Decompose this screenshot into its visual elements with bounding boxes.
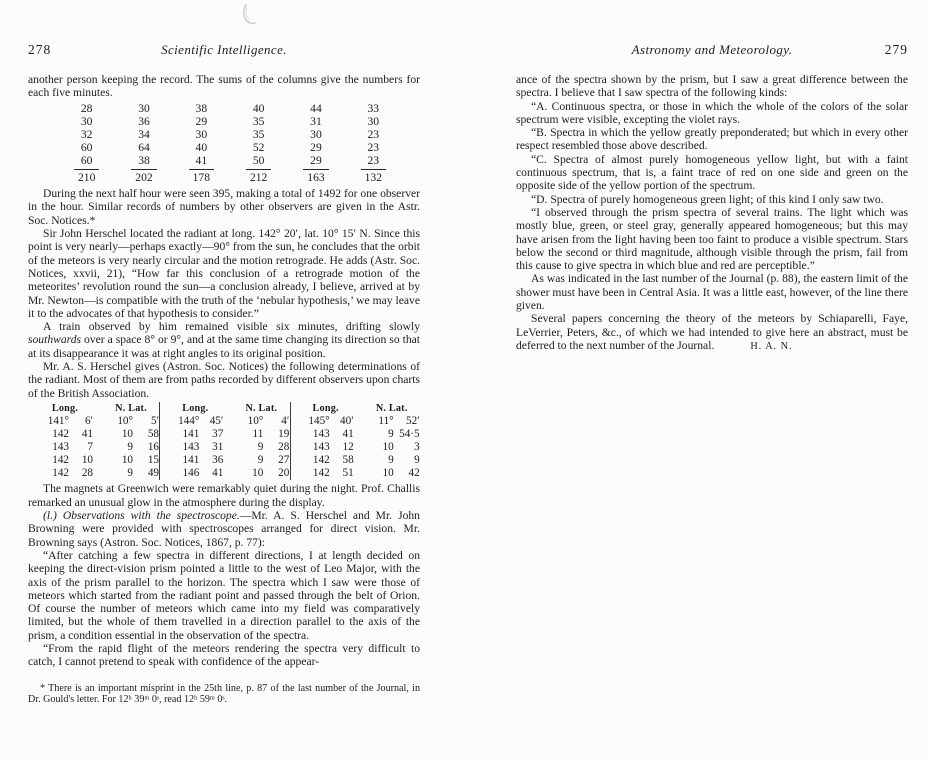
column-header-lat: N. Lat. (115, 402, 147, 414)
total-value: 178 (189, 169, 214, 184)
paragraph-trains: “I observed through the prism spectra of several trains. The light which was mostly blue, green, or steel gray, generally appeared homogeneous; but this may have arisen from the light having been too faint to produce a visible spectrum. Stars below the second or third magnitude, although visible through the prism, fail from this cause to give spectra in which blue and red are perceptible.” (516, 205, 908, 273)
italic-segment: southwards (28, 333, 82, 347)
cell: 9 (257, 441, 264, 454)
cell: 41 (212, 467, 224, 480)
cell: 143 (312, 441, 330, 454)
cell: 143 (312, 428, 330, 441)
table-header-row (298, 402, 420, 415)
paragraph-spectra-b: “B. Spectra in which the yellow greatly preponderated; but which in every other respect resembled those above described. (516, 126, 908, 153)
total-value: 210 (74, 169, 99, 184)
cell: 32 (80, 127, 93, 141)
total-cell (173, 169, 230, 184)
paragraph-spectra-c: “C. Spectra of almost purely homogeneous yellow light, but with a faint continuous spectrum, that is, a faint trace of red on one side and green on the opposite side of the yellow portion of the spectrum. (516, 152, 908, 193)
cell: 31 (310, 114, 322, 128)
cell: 52 (252, 140, 265, 154)
radiant-table-group (30, 402, 159, 481)
cell: 143 (52, 441, 69, 454)
paragraph-train (28, 320, 420, 360)
paragraph-spectra-d: “D. Spectra of purely homogeneous green light; of this kind I only saw two. (531, 192, 884, 206)
cell: 15 (147, 454, 159, 467)
cell: 5′ (150, 415, 159, 427)
cell: 9 (127, 467, 133, 480)
cell: 33 (367, 101, 380, 115)
cell: 38 (138, 153, 150, 167)
cell: 10 (81, 454, 93, 467)
cell: 60 (80, 153, 93, 167)
cell: 29 (310, 153, 322, 167)
cell: 31 (212, 441, 224, 454)
cell: 28 (278, 441, 290, 454)
cell: 141 (182, 454, 200, 467)
cell: 12 (342, 441, 354, 454)
cell: 28 (81, 467, 93, 480)
cell: 60 (80, 140, 93, 154)
paragraph-after-catching: “After catching a few spectra in different directions, I at length decided on keeping the direct-vision prism pointed a little to the west of Leo Major, with the axis of the prism parallel to the horizon. The spectra which I saw were those of meteors which started from the radiant point and passed through the belt of Orion. Of course the number of meteors which came into my field was comparatively limited, but the whole of them travelled in a direction parallel to the axis of the prism, a condition essential in the observation of the spectra. (28, 548, 420, 642)
cell: 54·5 (399, 428, 420, 441)
cell: 50 (252, 153, 265, 167)
total-cell (345, 169, 402, 184)
total-value: 212 (246, 169, 271, 184)
cell: 35 (252, 127, 265, 141)
cell: 145° (308, 415, 330, 427)
italic-segment: (l.) Observations with the spectroscope. (43, 509, 240, 523)
cell: 49 (147, 467, 159, 480)
right-running-title: Astronomy and Meteorology. (631, 42, 793, 57)
cell: 58 (342, 454, 354, 467)
paragraph-determinations: Mr. A. S. Herschel gives (Astron. Soc. Notices) the following determinations of the radiant. Most of them are from paths recorded by different observers upon charts of the British Association. (28, 360, 420, 400)
cell: 11 (252, 428, 264, 441)
cell: 146 (182, 467, 200, 480)
total-cell (230, 169, 287, 184)
cell: 64 (138, 140, 150, 154)
total-value: 163 (303, 169, 328, 184)
cell: 28 (80, 101, 93, 115)
meteor-counts-table (58, 102, 402, 185)
cell: 6′ (84, 415, 93, 427)
cell: 34 (138, 127, 150, 141)
left-page-number: 278 (28, 42, 52, 57)
footnote-text: * There is an important misprint in the 25th line, p. 87 of the last number of the Journal, in Dr. Gould's letter. For 12ʰ 39ᵐ 0ˢ, read 12ʰ 59ᵐ 0ˢ. (28, 682, 420, 706)
cell: 30 (195, 127, 208, 141)
radiant-table-group (290, 402, 420, 481)
cell: 40 (195, 140, 208, 154)
table-row (58, 102, 402, 115)
cell: 30 (367, 114, 380, 128)
cell: 10 (382, 467, 394, 480)
cell: 19 (278, 428, 290, 441)
cell: 10 (121, 428, 133, 441)
cell: 40′ (340, 415, 354, 427)
paragraph-spectroscope (28, 509, 420, 549)
cell: 16 (147, 441, 159, 454)
total-cell (115, 169, 172, 184)
cell: 143 (182, 441, 200, 454)
radiant-table-group (159, 402, 289, 481)
cell: 36 (138, 114, 150, 128)
table-header-row (167, 402, 289, 415)
cell: 29 (195, 114, 208, 128)
cell: 52′ (406, 415, 420, 427)
cell: 142 (52, 454, 69, 467)
column-header-long: Long. (312, 402, 339, 414)
cell: 51 (342, 467, 354, 480)
text-segment: Several papers concerning the theory of the meteors by Schiaparelli, Faye, LeVerrier, Peters, &c., of which we had intended to give here an abstract, must be deferred to the next number of the Journal. (516, 312, 908, 352)
cell: 23 (367, 153, 380, 167)
right-page-header (516, 42, 908, 60)
text-segment: over a space 8° or 9°, and at the same time changing its direction so that at its disappearance it was at right angles to its original position. (28, 333, 420, 360)
cell: 142 (312, 467, 330, 480)
cell: 141 (182, 428, 200, 441)
cell: 20 (278, 467, 290, 480)
cell: 11° (378, 415, 394, 427)
table-row (37, 428, 159, 441)
left-page (28, 42, 420, 706)
cell: 42 (408, 467, 420, 480)
table-row (298, 428, 420, 441)
total-value: 132 (361, 169, 386, 184)
text-segment: —Mr. A. S. Herschel and Mr. John Browning were provided with spectroscopes arranged for direct vision. Mr. Browning says (Astron. Soc. Notices, 1867, p. 77): (28, 509, 420, 549)
cell: 9 (414, 454, 420, 467)
table-row (58, 141, 402, 154)
paragraph-intro: another person keeping the record. The sums of the columns give the numbers for each five minutes. (28, 73, 420, 100)
table-row (58, 154, 402, 167)
paragraph-eastern-limit: As was indicated in the last number of the Journal (p. 88), the eastern limit of the shower must have been in Central Asia. It was a little east, however, of the line there given. (516, 272, 908, 313)
cell: 38 (195, 101, 208, 115)
column-header-lat: N. Lat. (245, 402, 278, 414)
total-cell (287, 169, 344, 184)
cell: 45′ (209, 415, 224, 427)
cell: 144° (178, 415, 200, 427)
cell: 3 (414, 441, 420, 454)
table-totals-row (58, 169, 402, 184)
cell: 36 (212, 454, 224, 467)
paragraph-from-rapid: “From the rapid flight of the meteors rendering the spectra very difficult to catch, I cannot pretend to speak with confidence of the appear- (28, 642, 420, 669)
cell: 10° (247, 415, 264, 427)
table-row (167, 441, 289, 454)
table-row (298, 441, 420, 454)
cell: 58 (147, 428, 159, 441)
cell: 29 (310, 140, 322, 154)
column-header-lat: N. Lat. (375, 402, 408, 414)
right-page-number: 279 (884, 42, 908, 57)
total-value: 202 (131, 169, 156, 184)
footnote (28, 683, 420, 707)
cell: 23 (367, 127, 380, 141)
cell: 27 (278, 454, 290, 467)
cell: 142 (312, 454, 330, 467)
table-row (167, 428, 289, 441)
cell: 9 (127, 441, 133, 454)
table-row (298, 415, 420, 428)
table-row (167, 454, 289, 467)
table-header-row (37, 402, 159, 415)
left-page-header (28, 42, 420, 60)
table-row (298, 467, 420, 480)
cell: 10 (121, 454, 133, 467)
cell: 41 (342, 428, 354, 441)
table-row (167, 415, 289, 428)
cell: 23 (367, 140, 380, 154)
cell: 4′ (281, 415, 290, 427)
cell: 9 (388, 454, 394, 467)
author-initials: H. A. N. (750, 340, 793, 352)
paragraph-herschel-radiant: Sir John Herschel located the radiant at long. 142° 20′, lat. 10° 15′ N. Since this point is very nearly—perhaps exactly—90° from the sun, he concludes that the orbit of the meteors is very nearly circular and the motion retrograde. He adds (Astr. Soc. Notices, xxvii, 21), “How far this conclusion of a retrograde motion of the meteorites’ revolution round the sun—a conclusion already, I believe, arrived at by Mr. Newton—is compatible with the truth of the ‘nebular hypothesis,’ we may leave it to the advocates of that hypothesis to consider.” (28, 227, 420, 320)
table-row (298, 454, 420, 467)
paragraph-spectra-a: “A. Continuous spectra, or those in which the whole of the colors of the solar spectrum were visible, excepting the violet rays. (516, 99, 908, 126)
table-row (167, 467, 289, 480)
left-running-title: Scientific Intelligence. (161, 42, 287, 57)
cell: 30 (80, 114, 93, 128)
paragraph-ance: ance of the spectra shown by the prism, but I saw a great difference between the spectra. I believe that I saw spectra of the following kinds: (516, 73, 908, 100)
cell: 10 (382, 441, 394, 454)
cell: 7 (87, 441, 93, 454)
cell: 142 (52, 428, 69, 441)
cell: 30 (310, 127, 322, 141)
cell: 9 (388, 428, 394, 441)
cell: 9 (257, 454, 264, 467)
radiant-determinations-table (30, 402, 420, 481)
cell: 10° (117, 415, 133, 427)
cell: 141° (47, 415, 69, 427)
paragraph-magnets: The magnets at Greenwich were remarkably quiet during the night. Prof. Challis remarked an unusual glow in the atmosphere during the display. (28, 482, 420, 509)
pen-smudge-mark-icon (236, 2, 266, 30)
right-page (516, 42, 908, 353)
cell: 41 (195, 153, 208, 167)
cell: 30 (138, 101, 150, 115)
table-row (58, 128, 402, 141)
cell: 40 (252, 101, 265, 115)
column-header-long: Long. (51, 402, 79, 414)
table-row (37, 454, 159, 467)
cell: 142 (52, 467, 69, 480)
cell: 10 (252, 467, 264, 480)
text-segment: A train observed by him remained visible six minutes, drifting slowly (43, 320, 420, 334)
cell: 44 (310, 101, 322, 115)
paragraph-during: During the next half hour were seen 395, making a total of 1492 for one observer in the hour. Similar records of numbers by other observers are given in the Astr. Soc. Notices.* (28, 187, 420, 227)
table-row (37, 441, 159, 454)
column-header-long: Long. (182, 402, 209, 414)
table-row (37, 415, 159, 428)
cell: 41 (81, 428, 93, 441)
table-row (58, 115, 402, 128)
cell: 37 (212, 428, 224, 441)
table-row (37, 467, 159, 480)
total-cell (58, 169, 115, 184)
paragraph-several-papers (516, 312, 908, 353)
cell: 35 (252, 114, 265, 128)
